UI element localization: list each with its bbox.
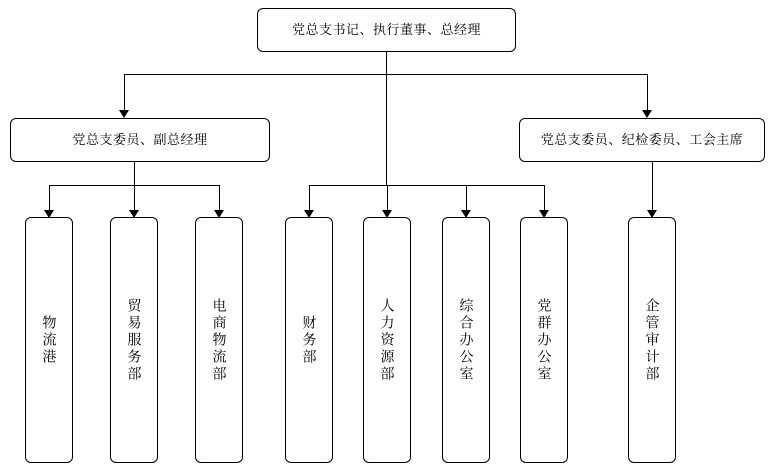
node-leaf-caiwubu[interactable] <box>285 217 333 463</box>
node-level2-right[interactable] <box>519 118 765 162</box>
connector-level2-right-drop <box>647 74 648 110</box>
connector-left-child1-drop <box>49 185 50 210</box>
node-level2-left[interactable] <box>10 118 270 162</box>
node-leaf-dianshangwuliubu-label: 电商物流部 <box>211 297 228 383</box>
node-leaf-renliziyuanbu-label: 人力资源部 <box>379 297 396 383</box>
connector-root-stem <box>386 52 387 74</box>
node-leaf-qiguanshenjibu[interactable] <box>628 217 676 463</box>
node-level2-left-label: 党总支委员、副总经理 <box>72 132 208 148</box>
connector-root-center-stem <box>386 74 387 185</box>
node-leaf-caiwubu-label: 财务部 <box>301 314 318 366</box>
node-root-label: 党总支书记、执行董事、总经理 <box>291 22 481 38</box>
node-level2-right-label: 党总支委员、纪检委员、工会主席 <box>540 132 744 148</box>
connector-level2-left-drop <box>124 74 125 110</box>
node-leaf-zonghebangongshi[interactable] <box>442 217 490 463</box>
connector-right-group-stem <box>652 162 653 210</box>
connector-mid-child3-drop <box>466 185 467 210</box>
connector-mid-child4-drop <box>544 185 545 210</box>
arrow-level2-right <box>642 110 652 118</box>
connector-middle-group-bus <box>309 185 544 186</box>
node-leaf-wuliugang[interactable] <box>25 217 73 463</box>
connector-mid-child1-drop <box>309 185 310 210</box>
connector-left-child2-drop <box>134 185 135 210</box>
node-leaf-maoyifuwubu[interactable] <box>110 217 158 463</box>
node-leaf-dangqunbangongshi-label: 党群办公室 <box>536 297 553 383</box>
node-leaf-dianshangwuliubu[interactable] <box>195 217 243 463</box>
node-leaf-qiguanshenjibu-label: 企管审计部 <box>644 297 661 383</box>
node-leaf-wuliugang-label: 物流港 <box>41 314 58 366</box>
connector-mid-child2-drop <box>387 185 388 210</box>
node-leaf-dangqunbangongshi[interactable] <box>520 217 568 463</box>
arrow-level2-left <box>119 110 129 118</box>
node-leaf-maoyifuwubu-label: 贸易服务部 <box>126 297 143 383</box>
connector-left-group-stem <box>134 162 135 185</box>
node-root[interactable] <box>257 8 516 52</box>
node-leaf-renliziyuanbu[interactable] <box>363 217 411 463</box>
node-leaf-zonghebangongshi-label: 综合办公室 <box>458 297 475 383</box>
connector-left-child3-drop <box>219 185 220 210</box>
